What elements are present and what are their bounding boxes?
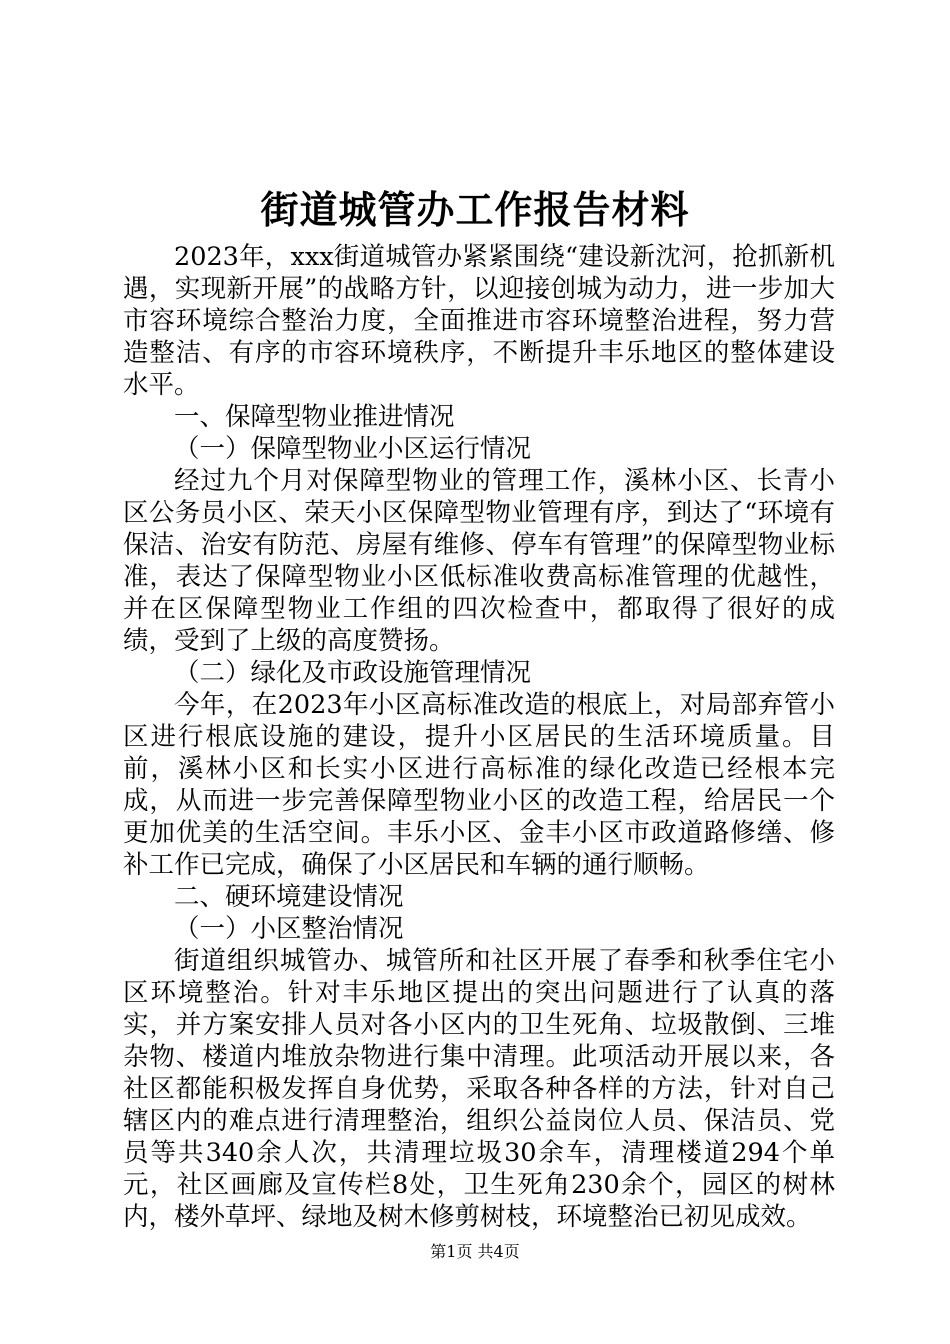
page-footer: 第1页 共4页: [430, 1242, 520, 1261]
document-body: [123, 241, 835, 1233]
subsection-heading-2-1: （一）小区整治情况: [174, 914, 404, 944]
paragraph-1-2: 今年，在2023年小区高标准改造的根底上，对局部弃管小区进行根底设施的建设，提升小区居民的生活环境质量。目前，溪林小区和长实小区进行高标准的绿化改造已经根本完成，从而进一步完善保障型物业小区的改造工程，给居民一个更加优美的生活空间。丰乐小区、金丰小区市政道路修缮、修补工作已完成，确保了小区居民和车辆的通行顺畅。: [123, 690, 835, 880]
paragraph-2-1: 街道组织城管办、城管所和社区开展了春季和秋季住宅小区环境整治。针对丰乐地区提出的突出问题进行了认真的落实，并方案安排人员对各小区内的卫生死角、垃圾散倒、三堆杂物、楼道内堆放杂物进行集中清理。此项活动开展以来，各社区都能积极发挥自身优势，采取各种各样的方法，针对自己辖区内的难点进行清理整治，组织公益岗位人员、保洁员、党员等共340余人次，共清理垃圾30余车，清理楼道294个单元，社区画廊及宣传栏8处，卫生死角230余个，园区的树林内，楼外草坪、绿地及树木修剪树枝，环境整治已初见成效。: [123, 946, 835, 1232]
subsection-heading-1-1: （一）保障型物业小区运行情况: [174, 434, 532, 464]
paragraph-1-1: 经过九个月对保障型物业的管理工作，溪林小区、长青小区公务员小区、荣天小区保障型物业管理有序，到达了“环境有保洁、治安有防范、房屋有维修、停车有管理”的保障型物业标准，表达了保障型物业小区低标准收费高标准管理的优越性，并在区保障型物业工作组的四次检查中，都取得了很好的成绩，受到了上级的高度赞扬。: [123, 466, 835, 656]
document-title: 街道城管办工作报告材料: [260, 187, 690, 232]
paragraph-intro: 2023年，xxx街道城管办紧紧围绕“建设新沈河，抢抓新机遇，实现新开展”的战略方针，以迎接创城为动力，进一步加大市容环境综合整治力度，全面推进市容环境整治进程，努力营造整洁、有序的市容环境秩序，不断提升丰乐地区的整体建设水平。: [123, 242, 835, 400]
section-heading-1: 一、保障型物业推进情况: [174, 402, 455, 432]
section-heading-2: 二、硬环境建设情况: [174, 882, 404, 912]
subsection-heading-1-2: （二）绿化及市政设施管理情况: [174, 658, 532, 688]
